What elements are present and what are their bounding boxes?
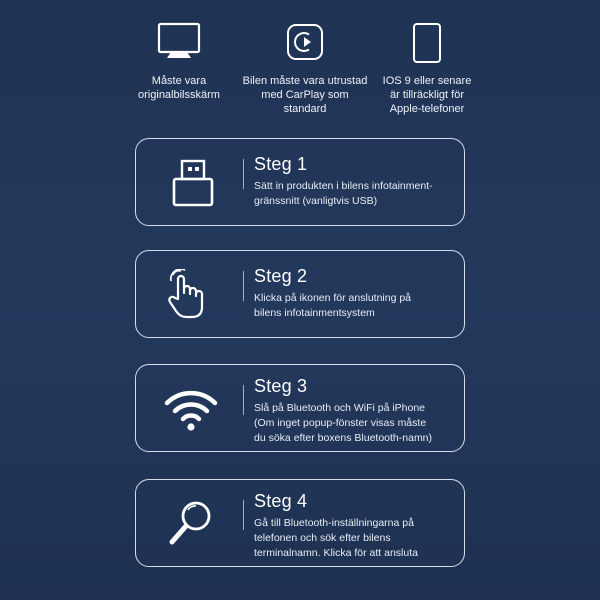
step-desc-line: Klicka på ikonen för anslutning på: [254, 292, 412, 304]
step-title: Steg 4: [254, 491, 308, 511]
monitor-icon: [114, 22, 244, 66]
step-divider: [243, 159, 244, 189]
step-title: Steg 3: [254, 376, 308, 396]
hand-pointer-icon: [162, 269, 220, 321]
step-divider: [243, 500, 244, 530]
step-desc-line: du söka efter boxens Bluetooth-namn): [254, 432, 433, 444]
usb-icon: [162, 157, 220, 209]
requirement-label-line: originalbilsskärm: [138, 89, 220, 101]
step-card-3: [135, 364, 465, 452]
requirement-ios: [362, 22, 492, 116]
requirement-original-screen: [114, 22, 244, 102]
requirement-label-line: Bilen måste vara utrustad: [242, 75, 368, 87]
step-desc-line: Sätt in produkten i bilens infotainment-: [254, 180, 433, 192]
requirement-label-line: Apple-telefoner: [389, 103, 465, 115]
requirements-row: [120, 22, 480, 122]
step-card-2: [135, 250, 465, 338]
step-desc-line: Slå på Bluetooth och WiFi på iPhone: [254, 402, 426, 414]
step-divider: [243, 271, 244, 301]
requirement-label-line: med CarPlay som standard: [261, 89, 349, 115]
step-divider: [243, 385, 244, 415]
step-desc-line: Gå till Bluetooth-inställningarna på: [254, 517, 414, 529]
step-card-1: [135, 138, 465, 226]
step-title: Steg 2: [254, 266, 308, 286]
search-icon: [162, 498, 220, 550]
wifi-icon: [162, 383, 220, 435]
requirement-label-line: Måste vara: [151, 75, 207, 87]
requirement-label-line: är tillräckligt för: [390, 89, 464, 101]
requirement-label-line: IOS 9 eller senare: [382, 75, 472, 87]
step-desc-line: gränssnitt (vanligtvis USB): [254, 195, 378, 207]
step-title: Steg 1: [254, 154, 308, 174]
step-desc-line: (Om inget popup-fönster visas måste: [254, 417, 427, 429]
step-card-4: [135, 479, 465, 567]
requirement-carplay: [240, 22, 370, 116]
step-desc-line: telefonen och sök efter bilens: [254, 532, 391, 544]
step-desc-line: terminalnamn. Klicka för att ansluta: [254, 547, 418, 559]
step-desc-line: bilens infotainmentsystem: [254, 307, 375, 319]
phone-icon: [362, 22, 492, 66]
carplay-icon: [240, 22, 370, 66]
